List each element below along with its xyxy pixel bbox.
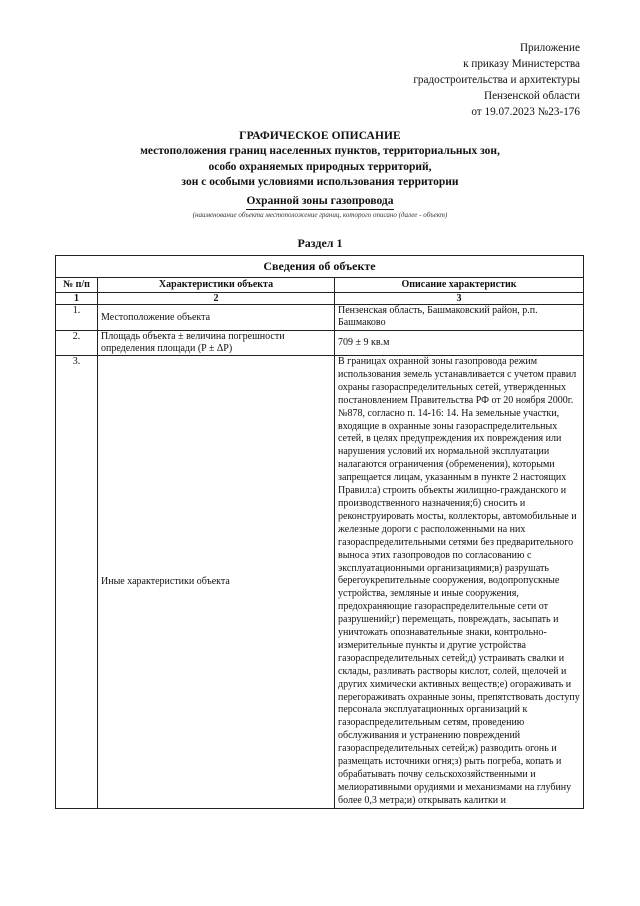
appendix-line: к приказу Министерства xyxy=(463,58,580,70)
header-characteristic: Характеристики объекта xyxy=(98,278,335,293)
row-characteristic: Местоположение объекта xyxy=(98,305,335,331)
row-description: 709 ± 9 кв.м xyxy=(335,331,584,356)
header-num: № п/п xyxy=(56,278,98,293)
object-info-table xyxy=(55,255,584,809)
title-subline: особо охраняемых природных территорий, xyxy=(208,160,432,173)
table-caption: Сведения об объекте xyxy=(56,256,584,278)
table-row xyxy=(56,356,584,809)
document-title: ГРАФИЧЕСКОЕ ОПИСАНИЕ xyxy=(239,130,401,142)
table-row xyxy=(56,305,584,331)
table-row xyxy=(56,331,584,356)
appendix-line: градостроительства и архитектуры xyxy=(413,74,580,86)
appendix-line: Пензенской области xyxy=(483,90,580,102)
row-number: 3. xyxy=(56,356,98,809)
row-description: Пензенская область, Башмаковский район, р.п. Башмаково xyxy=(335,305,584,331)
row-characteristic: Площадь объекта ± величина погрешности определения площади (P ± ΔP) xyxy=(98,331,335,356)
row-number: 2. xyxy=(56,331,98,356)
object-name: Охранной зоны газопровода xyxy=(246,194,393,210)
appendix-line: Приложение xyxy=(519,42,580,54)
section-title: Раздел 1 xyxy=(297,236,343,250)
column-number: 2 xyxy=(98,293,335,305)
object-name-note: (наименование объекта местоположение границ, которого описано (далее - объект) xyxy=(192,210,448,219)
title-subline: местоположения границ населенных пунктов, территориальных зон, xyxy=(140,145,500,157)
appendix-block xyxy=(413,40,580,120)
title-block xyxy=(40,128,600,220)
title-subline: зон с особыми условиями использования территории xyxy=(181,176,459,188)
row-characteristic: Иные характеристики объекта xyxy=(98,356,335,809)
header-description: Описание характеристик xyxy=(335,278,584,293)
column-number: 1 xyxy=(56,293,98,305)
column-number: 3 xyxy=(335,293,584,305)
row-number: 1. xyxy=(56,305,98,331)
row-description: В границах охранной зоны газопровода режим использования земель устанавливается с учетом правил охраны газораспределительных сетей, утвержденных постановлением Правительства РФ от 20 ноября 2000г. №878, согласно п. 14-16: 14. На земельные участки, входящие в охранные зоны газораспределительных сетей, в целях предупреждения их повреждения или нарушения условий их нормальной эксплуатации налагаются ограничения (обременения), которыми запрещается лицам, указанным в пункте 2 настоящих Правил:а) строить объекты жилищно-гражданского и производственного назначения;б) сносить и реконструировать мосты, коллекторы, автомобильные и железные дороги с расположенными на них газораспределительными сетями без предварительного выноса этих газопроводов по согласованию с эксплуатационными организациями;в) разрушать берегоукрепительные сооружения, водопропускные устройства, земляные и иные сооружения, предохраняющие газораспределительные сети от разрушений;г) перемещать, повреждать, засыпать и уничтожать опознавательные знаки, контрольно-измерительные пункты и другие устройства газораспределительных сетей;д) устраивать свалки и склады, разливать растворы кислот, солей, щелочей и других химически активных веществ;е) огораживать и перегораживать охранные зоны, препятствовать доступу персонала эксплуатационных организаций к газораспределительным сетям, проведению обслуживания и устранению повреждений газораспределительных сетей;ж) разводить огонь и размещать источники огня;з) рыть погреба, копать и обрабатывать почву сельскохозяйственными и мелиоративными орудиями и механизмами на глубину более 0,3 метра;и) открывать калитки и xyxy=(335,356,584,809)
appendix-line: от 19.07.2023 №23-176 xyxy=(471,106,580,118)
